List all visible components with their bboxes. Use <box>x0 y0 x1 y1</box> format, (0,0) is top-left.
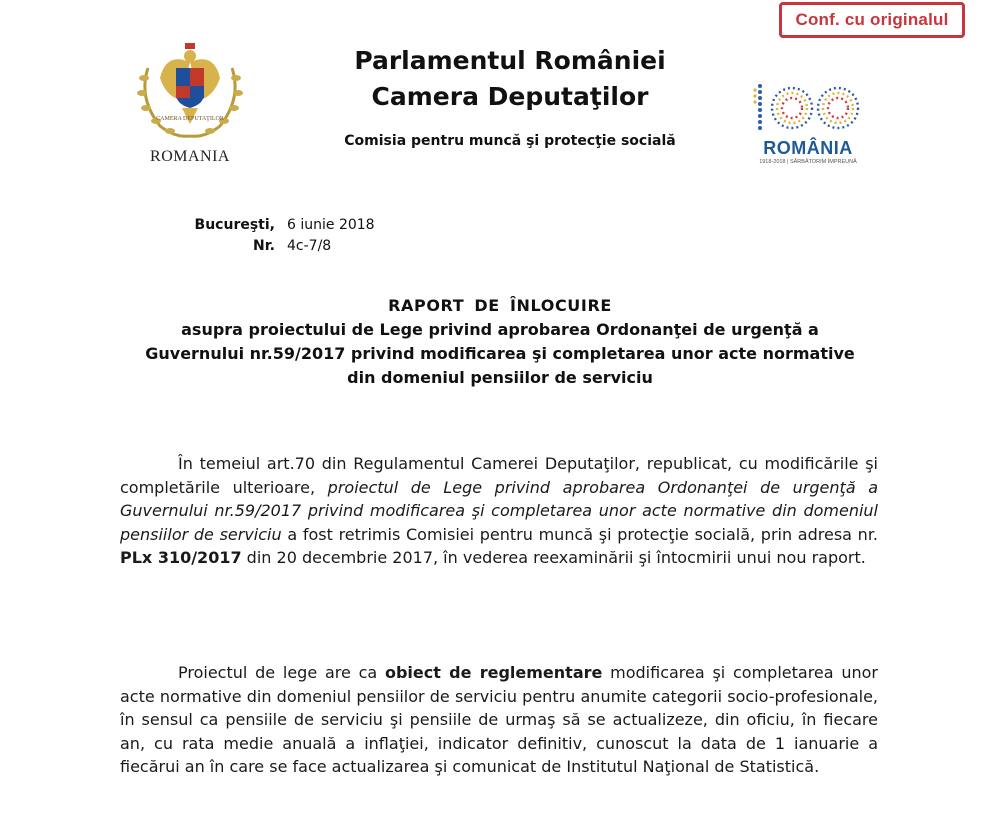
place-label: Bucureşti, <box>194 217 275 233</box>
centenary-logo <box>752 78 872 170</box>
document-date: 6 iunie 2018 <box>287 217 375 233</box>
number-label: Nr. <box>253 238 275 254</box>
chamber-title: Camera Deputaţilor <box>371 82 649 111</box>
parliament-title: Parlamentul României <box>354 46 666 75</box>
document-number: 4c-7/8 <box>287 238 332 254</box>
conformity-stamp <box>779 2 965 38</box>
stamp-text: Conf. cu originalul <box>795 10 949 29</box>
p2-text-c: modificarea şi completarea unor acte normative din domeniul pensiilor de serviciu pentru anumite categorii socio-profesionale, în sensul ca pensiile de serviciu şi pensiile de urmaş să se actualizeze, din oficiu, în fiecare an, cu rata medie anuală a inflaţiei, indicator definitiv, cunoscut la data de 1 ianuarie a fiecărui an în care se face actualizarea şi comunicat de Institutul Naţional de Statistică. <box>120 663 878 776</box>
report-title-block <box>110 294 890 390</box>
eagle-crest-icon <box>130 38 250 146</box>
paragraph-legal-basis <box>120 452 878 570</box>
crest-ring-text: CAMERA DEPUTAŢILOR <box>156 116 224 122</box>
chamber-crest-logo <box>130 38 250 166</box>
p1-text-c: a fost retrimis Comisiei pentru muncă şi protecţie socială, prin adresa nr. <box>281 524 879 544</box>
p1-reference-number: PLx 310/2017 <box>120 548 242 567</box>
report-heading: RAPORT DE ÎNLOCUIRE <box>388 296 612 315</box>
p1-text-e: din 20 decembrie 2017, în vederea reexaminării şi întocmirii unui nou raport. <box>241 548 866 567</box>
p1-bill-title: proiectul de Lege privind aprobarea Ordonanţei de urgenţă a Guvernului nr.59/2017 privind modificarea şi completarea unor acte normative din domeniul pensiilor de serviciu <box>120 477 879 544</box>
centenary-tagline: 1918-2018 | SĂRBĂTORIM ÎMPREUNĂ <box>759 159 857 165</box>
paragraph-object <box>120 661 878 779</box>
report-subject: asupra proiectului de Lege privind aprobarea Ordonanţei de urgenţă a Guvernului nr.59/2017 privind modificarea şi completarea unor acte normative din domeniul pensiilor de serviciu <box>145 320 855 387</box>
committee-name: Comisia pentru muncă şi protecţie socială <box>344 133 676 149</box>
document-meta <box>170 215 375 257</box>
centenary-100-dots-icon <box>752 78 864 138</box>
centenary-word: ROMÂNIA <box>763 138 853 158</box>
p1-text-a: În temeiul art.70 din Regulamentul Camerei Deputaţilor, republicat, cu modificările şi completările ulterioare, <box>120 454 878 497</box>
crest-caption: ROMANIA <box>150 148 230 165</box>
p2-text-a: Proiectul de lege are ca <box>178 663 385 682</box>
p2-object-term: obiect de reglementare <box>384 663 603 682</box>
